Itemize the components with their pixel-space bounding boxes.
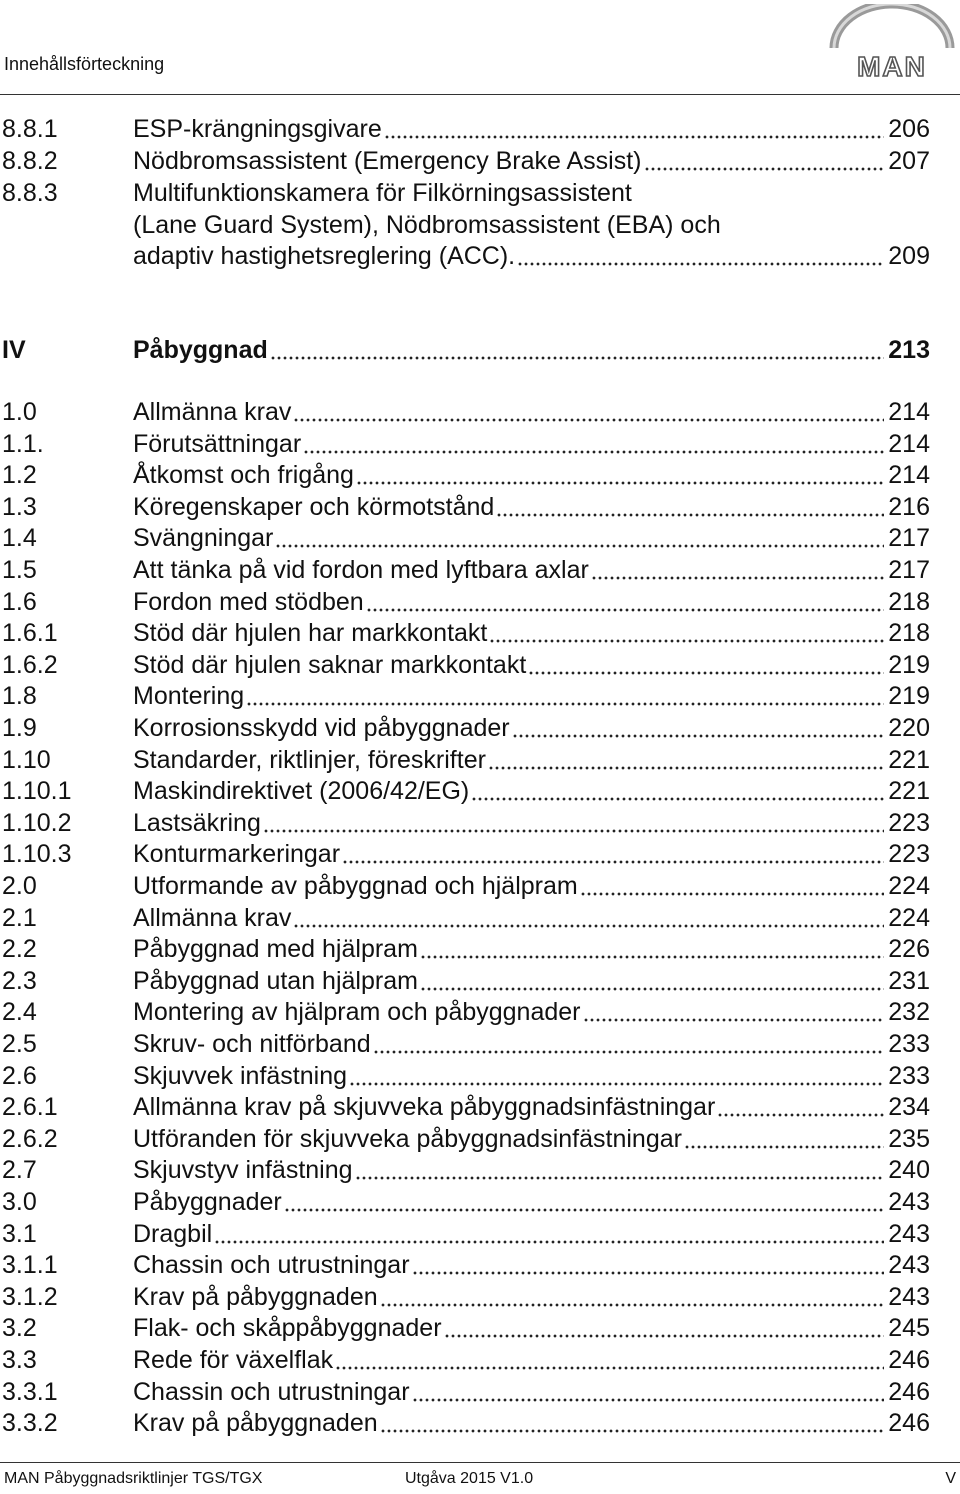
toc-dot-leader: [303, 431, 884, 455]
toc-entry[interactable]: [0, 209, 960, 241]
toc-dot-leader: [380, 1284, 885, 1308]
toc-entry-page: 213: [888, 336, 930, 364]
toc-entry-title: Svängningar: [133, 524, 274, 552]
toc-entry-page: 245: [888, 1314, 930, 1342]
toc-dot-leader: [214, 1221, 884, 1245]
toc-entry[interactable]: [0, 965, 960, 997]
toc-entry-page: 233: [888, 1030, 930, 1058]
toc-entry-page: 214: [888, 430, 930, 458]
toc-entry[interactable]: [0, 491, 960, 523]
toc-entry-page: 243: [888, 1188, 930, 1216]
toc-entry-page: 243: [888, 1251, 930, 1279]
toc-entry-title: ESP-krängningsgivare: [133, 115, 382, 143]
toc-entry-number: 8.8.1: [2, 115, 58, 143]
toc-dot-leader: [591, 557, 884, 581]
toc-entry-page: 209: [888, 242, 930, 270]
toc-entry-page: 221: [888, 777, 930, 805]
toc-entry[interactable]: [0, 1186, 960, 1218]
toc-entry-number: 1.10.3: [2, 840, 72, 868]
toc-dot-leader: [373, 1031, 885, 1055]
toc-entry[interactable]: [0, 145, 960, 177]
toc-dot-leader: [496, 494, 884, 518]
toc-entry-page: 207: [888, 147, 930, 175]
toc-entry-number: 1.5: [2, 556, 37, 584]
toc-entry-page: 220: [888, 714, 930, 742]
toc-entry-number: 1.2: [2, 461, 37, 489]
toc-entry-title: Påbyggnad med hjälpram: [133, 935, 418, 963]
toc-entry-title: Multifunktionskamera för Filkörningsassistent: [133, 179, 632, 207]
toc-entry-page: 206: [888, 115, 930, 143]
toc-entry-number: 2.0: [2, 872, 37, 900]
toc-entry[interactable]: [0, 617, 960, 649]
toc-entry-title: Allmänna krav: [133, 398, 292, 426]
toc-entry-title: Utformande av påbyggnad och hjälpram: [133, 872, 578, 900]
toc-entry[interactable]: [0, 1407, 960, 1439]
toc-entry-title: Påbyggnad utan hjälpram: [133, 967, 418, 995]
toc-dot-leader: [270, 337, 885, 361]
toc-entry-number: 8.8.3: [2, 179, 58, 207]
toc-entry-page: 235: [888, 1125, 930, 1153]
toc-dot-leader: [380, 1410, 885, 1434]
toc-dot-leader: [342, 841, 884, 865]
toc-entry-title: Nödbromsassistent (Emergency Brake Assist): [133, 147, 642, 175]
toc-entry-number: 1.0: [2, 398, 37, 426]
toc-entry-title: adaptiv hastighetsreglering (ACC).: [133, 242, 516, 270]
toc-entry[interactable]: [0, 396, 960, 428]
toc-entry-number: 3.3: [2, 1346, 37, 1374]
toc-entry-title: Stöd där hjulen saknar markkontakt: [133, 651, 527, 679]
toc-entry[interactable]: [0, 1281, 960, 1313]
toc-dot-leader: [293, 399, 884, 423]
toc-entry-page: 218: [888, 619, 930, 647]
toc-entry[interactable]: [0, 1249, 960, 1281]
toc-entry[interactable]: [0, 334, 960, 366]
footer-divider: [0, 1462, 960, 1463]
toc-entry[interactable]: [0, 459, 960, 491]
toc-entry-title: Allmänna krav på skjuvveka påbyggnadsinfästningar: [133, 1093, 716, 1121]
toc-entry-page: 216: [888, 493, 930, 521]
toc-dot-leader: [284, 1189, 885, 1213]
toc-entry-title: (Lane Guard System), Nödbromsassistent (EBA) och: [133, 211, 721, 239]
toc-entry[interactable]: [0, 996, 960, 1028]
toc-dot-leader: [684, 1126, 884, 1150]
toc-entry-title: Standarder, riktlinjer, föreskrifter: [133, 746, 486, 774]
toc-entry-number: 2.2: [2, 935, 37, 963]
toc-dot-leader: [512, 715, 885, 739]
toc-dot-leader: [471, 778, 884, 802]
toc-entry-number: 1.6.2: [2, 651, 58, 679]
toc-entry[interactable]: [0, 649, 960, 681]
toc-entry[interactable]: [0, 554, 960, 586]
toc-entry-number: 1.9: [2, 714, 37, 742]
toc-dot-leader: [444, 1315, 885, 1339]
toc-entry-page: 219: [888, 651, 930, 679]
toc-entry-number: 2.6: [2, 1062, 37, 1090]
page-header-title: Innehållsförteckning: [4, 54, 165, 74]
toc-entry-number: 1.10.1: [2, 777, 72, 805]
toc-entry-title: Fordon med stödben: [133, 588, 364, 616]
toc-entry[interactable]: [0, 807, 960, 839]
toc-dot-leader: [412, 1379, 885, 1403]
toc-entry-title: Korrosionsskydd vid påbyggnader: [133, 714, 510, 742]
toc-entry-title: Förutsättningar: [133, 430, 302, 458]
toc-entry-page: 232: [888, 998, 930, 1026]
toc-entry-title: Maskindirektivet (2006/42/EG): [133, 777, 470, 805]
toc-entry-page: 243: [888, 1283, 930, 1311]
toc-entry-number: 1.3: [2, 493, 37, 521]
toc-entry[interactable]: [0, 1312, 960, 1344]
toc-dot-leader: [517, 243, 884, 267]
toc-entry[interactable]: [0, 902, 960, 934]
toc-entry[interactable]: [0, 933, 960, 965]
toc-entry-page: 246: [888, 1346, 930, 1374]
toc-dot-leader: [356, 462, 884, 486]
toc-dot-leader: [355, 1157, 885, 1181]
toc-entry-number: 1.4: [2, 524, 37, 552]
toc-entry-page: 231: [888, 967, 930, 995]
toc-entry[interactable]: [0, 522, 960, 554]
toc-entry-title: Skjuvstyv infästning: [133, 1156, 353, 1184]
toc-entry-title: Påbyggnad: [133, 336, 268, 364]
toc-entry-page: 224: [888, 872, 930, 900]
toc-entry-page: 240: [888, 1156, 930, 1184]
toc-entry[interactable]: [0, 1154, 960, 1186]
toc-entry-title: Krav på påbyggnaden: [133, 1283, 378, 1311]
toc-dot-leader: [488, 747, 884, 771]
toc-entry[interactable]: [0, 1060, 960, 1092]
toc-entry-number: 2.1: [2, 904, 37, 932]
toc-dot-leader: [583, 999, 885, 1023]
toc-entry-number: 2.3: [2, 967, 37, 995]
toc-entry-title: Stöd där hjulen har markkontakt: [133, 619, 488, 647]
toc-entry-title: Åtkomst och frigång: [133, 461, 354, 489]
toc-entry-number: 3.3.1: [2, 1378, 58, 1406]
toc-entry-page: 219: [888, 682, 930, 710]
toc-entry-number: 3.0: [2, 1188, 37, 1216]
toc-entry-number: 3.2: [2, 1314, 37, 1342]
toc-dot-leader: [580, 873, 885, 897]
toc-entry-title: Flak- och skåppåbyggnader: [133, 1314, 442, 1342]
toc-dot-leader: [384, 116, 885, 140]
toc-entry-title: Montering: [133, 682, 245, 710]
toc-entry-number: 3.1.2: [2, 1283, 58, 1311]
toc-entry-title: Krav på påbyggnaden: [133, 1409, 378, 1437]
toc-entry-title: Lastsäkring: [133, 809, 261, 837]
toc-entry-number: 1.6.1: [2, 619, 58, 647]
toc-entry-page: 214: [888, 461, 930, 489]
toc-entry-title: Konturmarkeringar: [133, 840, 341, 868]
toc-entry-number: 1.6: [2, 588, 37, 616]
toc-entry-page: 246: [888, 1378, 930, 1406]
header-divider: [0, 94, 960, 95]
toc-entry-number: 3.1.1: [2, 1251, 58, 1279]
toc-entry-title: Påbyggnader: [133, 1188, 282, 1216]
toc-entry[interactable]: [0, 586, 960, 618]
toc-dot-leader: [349, 1063, 884, 1087]
toc-entry-title: Montering av hjälpram och påbyggnader: [133, 998, 581, 1026]
toc-entry-page: 218: [888, 588, 930, 616]
toc-entry[interactable]: [0, 712, 960, 744]
toc-entry-page: 217: [888, 556, 930, 584]
toc-entry-page: 226: [888, 935, 930, 963]
toc-entry[interactable]: [0, 240, 960, 272]
toc-dot-leader: [420, 968, 884, 992]
toc-entry-title: Köregenskaper och körmotstånd: [133, 493, 495, 521]
toc-entry-title: Att tänka på vid fordon med lyftbara axlar: [133, 556, 589, 584]
toc-entry-title: Chassin och utrustningar: [133, 1378, 410, 1406]
toc-dot-leader: [366, 589, 885, 613]
toc-entry-page: 221: [888, 746, 930, 774]
toc-entry-number: 2.7: [2, 1156, 37, 1184]
toc-entry[interactable]: [0, 744, 960, 776]
toc-dot-leader: [275, 525, 884, 549]
toc-dot-leader: [293, 905, 884, 929]
toc-dot-leader: [263, 810, 884, 834]
toc-entry-page: 246: [888, 1409, 930, 1437]
toc-entry-title: Dragbil: [133, 1220, 213, 1248]
toc-entry-number: 3.3.2: [2, 1409, 58, 1437]
toc-entry-number: 1.10.2: [2, 809, 72, 837]
toc-entry-title: Skjuvvek infästning: [133, 1062, 348, 1090]
toc-entry-page: 233: [888, 1062, 930, 1090]
man-logo: [824, 4, 960, 82]
toc-dot-leader: [246, 683, 884, 707]
toc-entry[interactable]: [0, 1344, 960, 1376]
toc-entry-page: 243: [888, 1220, 930, 1248]
footer-edition: Utgåva 2015 V1.0: [405, 1470, 534, 1487]
toc-dot-leader: [420, 936, 884, 960]
toc-entry[interactable]: [0, 680, 960, 712]
toc-entry-number: 2.5: [2, 1030, 37, 1058]
toc-entry[interactable]: [0, 1028, 960, 1060]
toc-dot-leader: [412, 1252, 885, 1276]
toc-entry[interactable]: [0, 177, 960, 209]
toc-dot-leader: [644, 148, 885, 172]
toc-entry[interactable]: [0, 775, 960, 807]
toc-entry-title: Allmänna krav: [133, 904, 292, 932]
toc-entry-page: 234: [888, 1093, 930, 1121]
toc-entry[interactable]: [0, 1376, 960, 1408]
toc-entry-number: 1.8: [2, 682, 37, 710]
toc-dot-leader: [335, 1347, 884, 1371]
toc-entry-number: 1.1.: [2, 430, 44, 458]
toc-entry-number: 2.4: [2, 998, 37, 1026]
toc-entry-number: 2.6.1: [2, 1093, 58, 1121]
toc-entry-number: 3.1: [2, 1220, 37, 1248]
toc-entry-title: Rede för växelflak: [133, 1346, 334, 1374]
toc-entry-page: 223: [888, 809, 930, 837]
toc-entry-number: 8.8.2: [2, 147, 58, 175]
footer-document-title: MAN Påbyggnadsriktlinjer TGS/TGX: [4, 1470, 263, 1487]
toc-dot-leader: [489, 620, 884, 644]
toc-entry-title: Skruv- och nitförband: [133, 1030, 371, 1058]
toc-entry-page: 214: [888, 398, 930, 426]
toc-entry-number: 2.6.2: [2, 1125, 58, 1153]
logo-text: MAN: [857, 51, 927, 82]
toc-entry-page: 217: [888, 524, 930, 552]
toc-entry[interactable]: [0, 1218, 960, 1250]
toc-dot-leader: [528, 652, 884, 676]
toc-entry[interactable]: [0, 428, 960, 460]
toc-entry[interactable]: [0, 113, 960, 145]
toc-entry[interactable]: [0, 838, 960, 870]
toc-entry-title: Chassin och utrustningar: [133, 1251, 410, 1279]
toc-entry[interactable]: [0, 1123, 960, 1155]
toc-entry-number: IV: [2, 336, 26, 364]
toc-dot-leader: [717, 1094, 884, 1118]
toc-entry-number: 1.10: [2, 746, 51, 774]
toc-entry-title: Utföranden för skjuvveka påbyggnadsinfästningar: [133, 1125, 682, 1153]
toc-entry-page: 224: [888, 904, 930, 932]
toc-entry-page: 223: [888, 840, 930, 868]
footer-page-number: V: [945, 1470, 956, 1487]
toc-entry[interactable]: [0, 1091, 960, 1123]
toc-entry[interactable]: [0, 870, 960, 902]
